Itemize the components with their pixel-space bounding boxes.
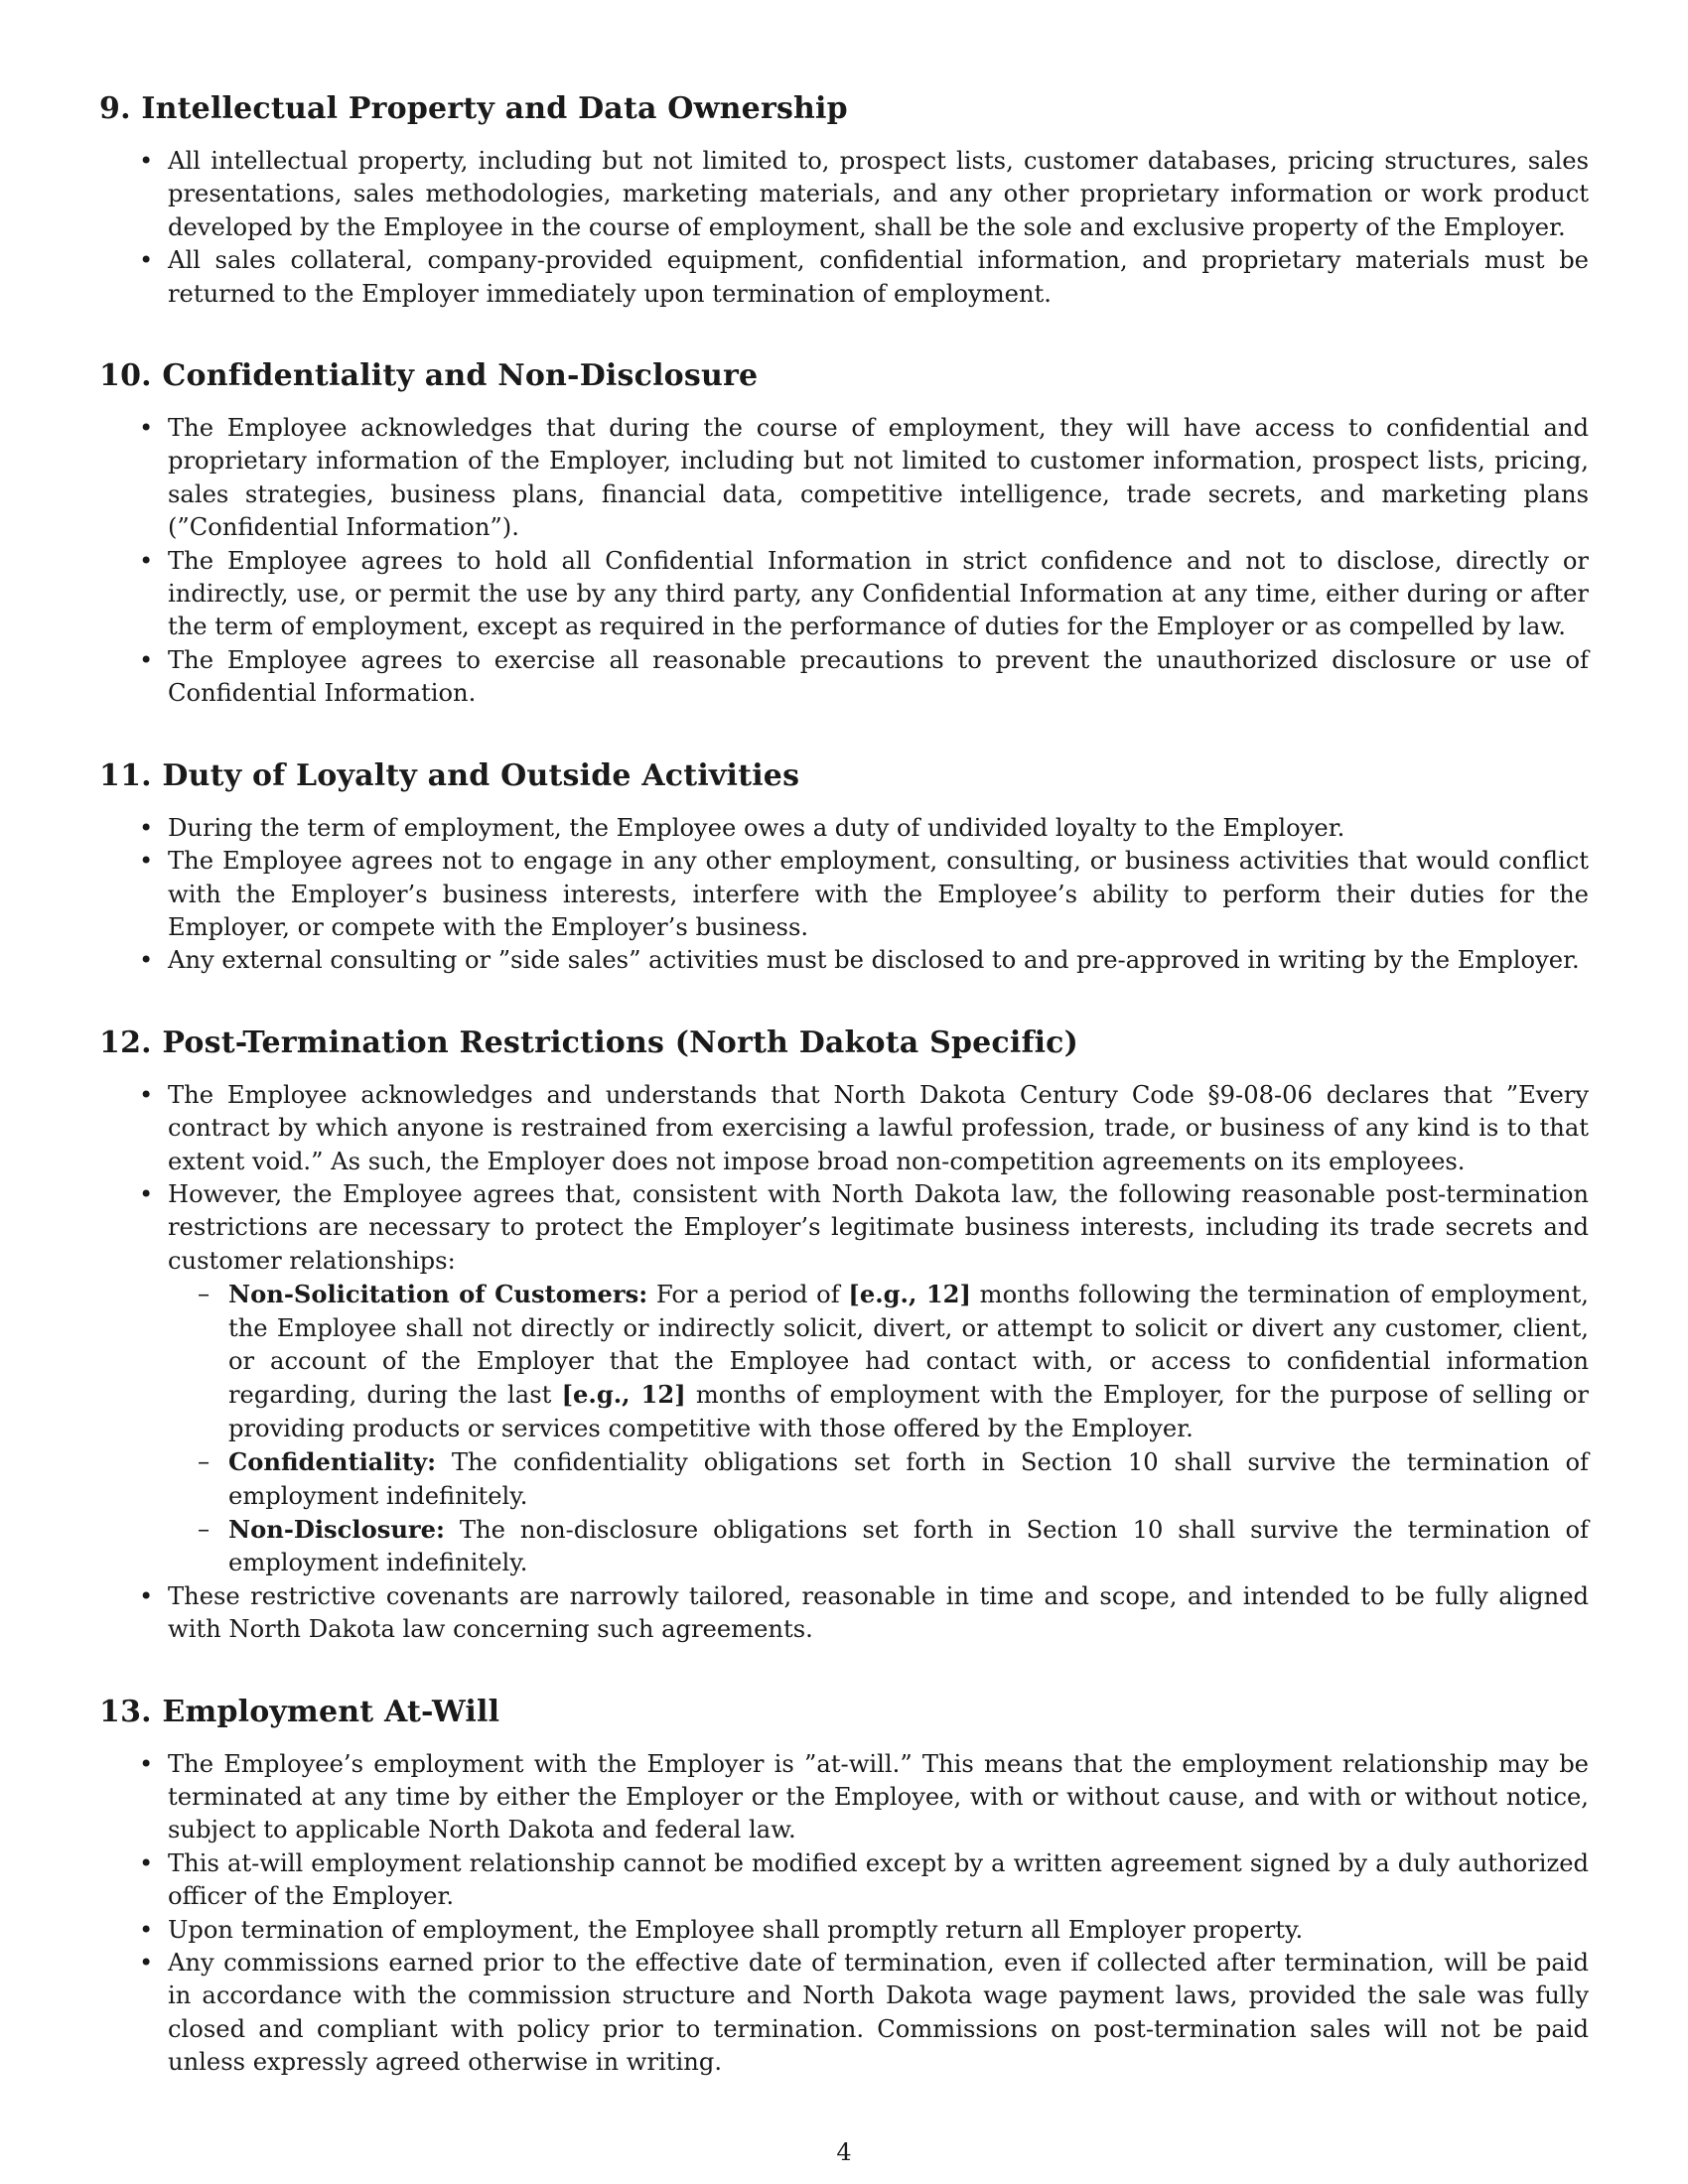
bullet-icon: • (139, 147, 154, 175)
list-item: • This at-will employment relationship cannot be modified except by a written agreement signed by a duly authorized officer of the Employer. (139, 1848, 1589, 1911)
bullet-icon: • (139, 414, 154, 443)
section-12 (99, 1025, 1589, 1647)
section-10-list (99, 412, 1589, 711)
section-13 (99, 1695, 1589, 2080)
bullet-icon: • (139, 1949, 154, 1978)
list-item: • During the term of employment, the Employee owes a duty of undivided loyalty to the Employer. (99, 812, 1589, 845)
bullet-icon: • (139, 1848, 154, 1877)
section-13-list (99, 1748, 1589, 2080)
list-item: • However, the Employee agrees that, consistent with North Dakota law, the following reasonable post-termination restrictions are necessary to protect the Employer’s legitimate business interests, including its trade secrets and customer relationships: – Non-Solicitation of Customers: For a period of [e.g., 12] months following the termination of employment, the Employee shall not directly or indirectly solicit, divert, or attempt to solicit or divert any customer, client, or account of the Employer that the Employee had contact with, or access to confidential information regarding, during the last [e.g., 12] months of employment with the Employer, for the purpose of selling or providing products or services competitive with those offered by the Employer. – Confidentiality: The confidentiality obligations set forth in Section 10 shall survive the termination of employment indefinitely. – Non-Disclosure: The non-disclosure obligations set forth in Section 10 shall survive the termination of employment indefinitely. (99, 1178, 1589, 1580)
list-item: • The Employee acknowledges that during the course of employment, they will have access to confidential and proprietary information of the Employer, including but not limited to customer information, prospect lists, pricing, sales strategies, business plans, financial data, competitive intelligence, trade secrets, and marketing plans (”Confidential Information”). (139, 414, 1589, 542)
section-10 (99, 358, 1589, 711)
dash-icon: – (198, 1447, 211, 1476)
list-item: • The Employee acknowledges and understands that North Dakota Century Code §9-08-06 declares that ”Every contract by which anyone is restrained from exercising a lawful profession, trade, or business of any kind is to that extent void.” As such, the Employer does not impose broad non-competition agreements on its employees. (139, 1080, 1589, 1175)
bullet-icon: • (139, 1179, 154, 1208)
list-item: • All sales collateral, company-provided equipment, confidential information, and proprietary materials must be returned to the Employer immediately upon termination of employment. (139, 246, 1589, 308)
section-10-title: 10. Confidentiality and Non-Disclosure (99, 358, 759, 394)
section-12-title: 12. Post-Termination Restrictions (North Dakota Specific) (99, 1024, 1079, 1060)
list-item: • The Employee agrees to hold all Confidential Information in strict confidence and not to disclose, directly or indirectly, use, or permit the use by any third party, any Confidential Information at any time, either during or after the term of employment, except as required in the performance of duties for the Employer or as compelled by law. (139, 546, 1589, 641)
bullet-icon: • (139, 1749, 154, 1778)
list-item: • All intellectual property, including but not limited to, prospect lists, customer databases, pricing structures, sales presentations, sales methodologies, marketing materials, and any other proprietary information or work product developed by the Employee in the course of employment, shall be the sole and exclusive property of the Employer. (139, 147, 1589, 241)
section-12-sublist (168, 1278, 1589, 1580)
list-item: • Any commissions earned prior to the effective date of termination, even if collected after termination, will be paid in accordance with the commission structure and North Dakota wage payment laws, provided the sale was fully closed and compliant with policy prior to termination. Commissions on post-termination sales will not be paid unless expressly agreed otherwise in writing. (139, 1949, 1589, 2077)
section-13-title: 13. Employment At-Will (99, 1694, 500, 1729)
list-item: • Upon termination of employment, the Employee shall promptly return all Employer property. (99, 1914, 1589, 1947)
section-9-list (99, 145, 1589, 311)
bullet-icon: • (139, 546, 154, 575)
bullet-icon: • (139, 246, 154, 275)
sub-list-item: – Non-Solicitation of Customers: For a period of [e.g., 12] months following the termination of employment, the Employee shall not directly or indirectly solicit, divert, or attempt to solicit or divert any customer, client, or account of the Employer that the Employee had contact with, or access to confidential information regarding, during the last [e.g., 12] months of employment with the Employer, for the purpose of selling or providing products or services competitive with those offered by the Employer. (198, 1280, 1589, 1442)
section-11 (99, 758, 1589, 978)
section-9-title: 9. Intellectual Property and Data Ownership (99, 91, 848, 126)
bullet-icon: • (139, 1080, 154, 1109)
section-11-list (99, 812, 1589, 978)
page-number: 4 (836, 2138, 852, 2166)
sub-list-item: – Non-Disclosure: The non-disclosure obligations set forth in Section 10 shall survive the termination of employment indefinitely. (198, 1515, 1589, 1577)
bullet-icon: • (139, 813, 154, 842)
list-item: • The Employee agrees not to engage in any other employment, consulting, or business activities that would conflict with the Employer’s business interests, interfere with the Employee’s ability to perform their duties for the Employer, or compete with the Employer’s business. (139, 847, 1589, 941)
dash-icon: – (198, 1515, 211, 1543)
document-page (99, 91, 1589, 2127)
dash-icon: – (198, 1280, 211, 1308)
list-item: • The Employee’s employment with the Employer is ”at-will.” This means that the employment relationship may be terminated at any time by either the Employer or the Employee, with or without cause, and with or without notice, subject to applicable North Dakota and federal law. (139, 1749, 1589, 1844)
list-item: • These restrictive covenants are narrowly tailored, reasonable in time and scope, and intended to be fully aligned with North Dakota law concerning such agreements. (139, 1581, 1589, 1644)
section-11-title: 11. Duty of Loyalty and Outside Activities (99, 757, 800, 793)
sub-list-item: – Confidentiality: The confidentiality obligations set forth in Section 10 shall survive the termination of employment indefinitely. (198, 1447, 1589, 1510)
bullet-icon: • (139, 946, 154, 975)
section-12-list (99, 1079, 1589, 1647)
list-item: • Any external consulting or ”side sales” activities must be disclosed to and pre-approved in writing by the Employer. (99, 944, 1589, 977)
bullet-icon: • (139, 645, 154, 674)
bullet-icon: • (139, 1915, 154, 1944)
bullet-icon: • (139, 1581, 154, 1610)
bullet-icon: • (139, 847, 154, 876)
section-9 (99, 91, 1589, 311)
list-item: • The Employee agrees to exercise all reasonable precautions to prevent the unauthorized disclosure or use of Confidential Information. (139, 645, 1589, 708)
